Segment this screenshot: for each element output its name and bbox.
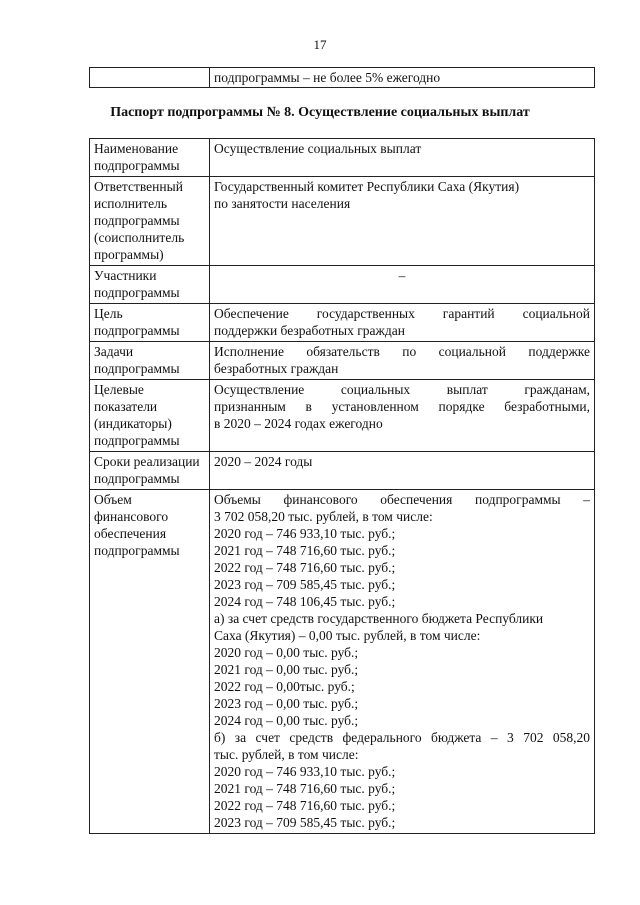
value-line: Обеспечение государственных гарантий социальной <box>214 306 590 321</box>
value-line: в 2020 – 2024 годах ежегодно <box>214 416 383 431</box>
label-line: Наименование <box>94 141 179 156</box>
value-line: 2024 год – 0,00 тыс. руб.; <box>214 713 359 728</box>
value-line: признанным в установленном порядке безработными, <box>214 399 590 414</box>
value-line: тыс. рублей, в том числе: <box>214 747 359 762</box>
value-line: по занятости населения <box>214 196 351 211</box>
label-line: финансового <box>94 509 169 524</box>
value-line: Саха (Якутия) – 0,00 тыс. рублей, в том числе: <box>214 628 481 643</box>
row-label-participants <box>90 266 210 304</box>
label-line: показатели <box>94 399 158 414</box>
table-row <box>90 380 595 452</box>
value-line: Осуществление социальных выплат <box>214 141 422 156</box>
row-label-period <box>90 452 210 490</box>
section-title: Паспорт подпрограммы № 8. Осуществление социальных выплат <box>110 105 530 120</box>
value-line: поддержки безработных граждан <box>214 323 405 338</box>
label-line: (соисполнитель <box>94 230 185 245</box>
value-line: 2021 год – 748 716,60 тыс. руб.; <box>214 543 396 558</box>
value-line: Государственный комитет Республики Саха (Якутия) <box>214 179 520 194</box>
passport-table <box>89 138 595 834</box>
label-line: (индикаторы) <box>94 416 172 431</box>
label-line: подпрограммы <box>94 471 180 486</box>
value-line: – <box>398 268 406 283</box>
value-line: 2021 год – 748 716,60 тыс. руб.; <box>214 781 396 796</box>
label-line: подпрограммы <box>94 158 180 173</box>
row-value-indicators <box>210 380 595 452</box>
row-label-tasks <box>90 342 210 380</box>
value-line: 2023 год – 0,00 тыс. руб.; <box>214 696 359 711</box>
value-line: 3 702 058,20 тыс. рублей, в том числе: <box>214 509 433 524</box>
label-line: Задачи <box>94 344 134 359</box>
table-row <box>90 342 595 380</box>
row-value-period <box>210 452 595 490</box>
row-value-participants <box>210 266 595 304</box>
table-row <box>90 490 595 834</box>
label-line: подпрограммы <box>94 213 180 228</box>
label-line: Сроки реализации <box>94 454 200 469</box>
value-line: 2023 год – 709 585,45 тыс. руб.; <box>214 577 396 592</box>
value-line: 2024 год – 748 106,45 тыс. руб.; <box>214 594 396 609</box>
continuation-value-cell: подпрограммы – не более 5% ежегодно <box>210 68 595 88</box>
table-row <box>90 139 595 177</box>
value-line: 2020 – 2024 годы <box>214 454 313 469</box>
continuation-table <box>89 67 595 88</box>
value-line: 2022 год – 748 716,60 тыс. руб.; <box>214 798 396 813</box>
row-label-goal <box>90 304 210 342</box>
label-line: программы) <box>94 247 164 262</box>
value-line: 2020 год – 0,00 тыс. руб.; <box>214 645 359 660</box>
row-value-name <box>210 139 595 177</box>
label-line: обеспечения <box>94 526 167 541</box>
label-line: подпрограммы <box>94 285 180 300</box>
value-line: а) за счет средств государственного бюджета Республики <box>214 611 544 626</box>
table-row <box>90 177 595 266</box>
table-row <box>90 266 595 304</box>
value-line: 2022 год – 748 716,60 тыс. руб.; <box>214 560 396 575</box>
label-line: подпрограммы <box>94 433 180 448</box>
table-row <box>90 68 595 88</box>
row-label-funding <box>90 490 210 834</box>
value-line: 2021 год – 0,00 тыс. руб.; <box>214 662 359 677</box>
label-line: Ответственный <box>94 179 183 194</box>
label-line: Целевые <box>94 382 144 397</box>
continuation-label-cell <box>90 68 210 88</box>
value-line: безработных граждан <box>214 361 339 376</box>
row-value-goal <box>210 304 595 342</box>
value-line: 2020 год – 746 933,10 тыс. руб.; <box>214 526 396 541</box>
value-line: б) за счет средств федерального бюджета – 3 702 058,20 <box>214 730 590 745</box>
label-line: подпрограммы <box>94 543 180 558</box>
label-line: подпрограммы <box>94 323 180 338</box>
row-value-funding <box>210 490 595 834</box>
value-line: 2020 год – 746 933,10 тыс. руб.; <box>214 764 396 779</box>
label-line: Цель <box>94 306 123 321</box>
row-label-executor <box>90 177 210 266</box>
row-value-tasks <box>210 342 595 380</box>
table-row <box>90 452 595 490</box>
table-row <box>90 304 595 342</box>
value-line: Осуществление социальных выплат гражданам, <box>214 382 590 397</box>
row-label-name <box>90 139 210 177</box>
value-line: 2022 год – 0,00тыс. руб.; <box>214 679 355 694</box>
label-line: подпрограммы <box>94 361 180 376</box>
row-value-executor <box>210 177 595 266</box>
label-line: исполнитель <box>94 196 167 211</box>
row-label-indicators <box>90 380 210 452</box>
label-line: Объем <box>94 492 132 507</box>
page-number: 17 <box>313 37 327 52</box>
value-line: 2023 год – 709 585,45 тыс. руб.; <box>214 815 396 830</box>
value-line: Объемы финансового обеспечения подпрограммы – <box>214 492 590 507</box>
value-line: Исполнение обязательств по социальной поддержке <box>214 344 590 359</box>
label-line: Участники <box>94 268 157 283</box>
